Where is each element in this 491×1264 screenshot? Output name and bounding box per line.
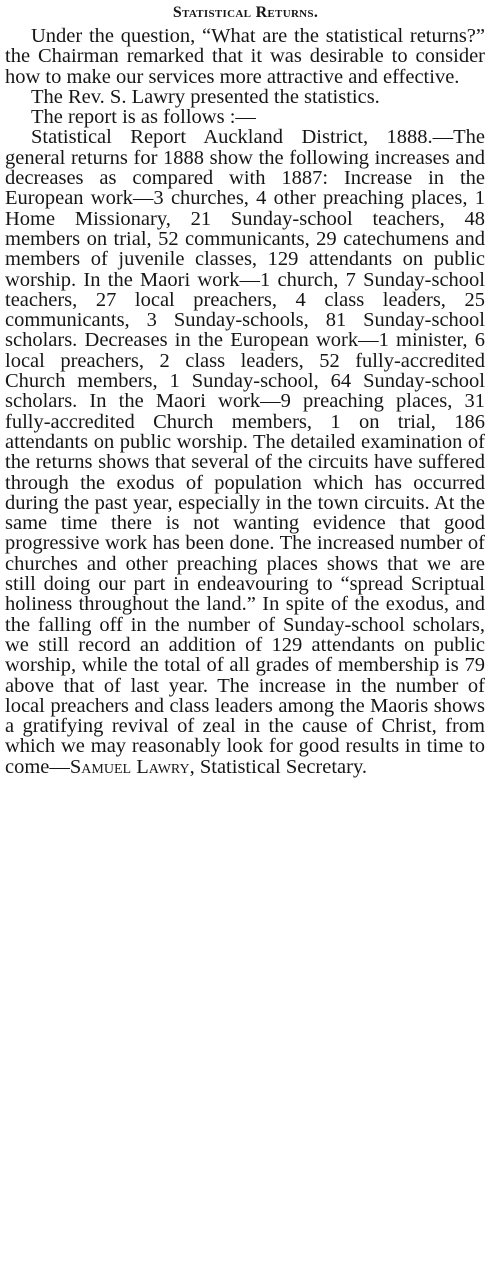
paragraph-report-intro: The report is as follows :— — [31, 106, 256, 129]
article-body — [0, 26, 491, 777]
article-heading: Statistical Returns. — [172, 4, 319, 21]
signature-title: , Statistical Secretary. — [189, 755, 368, 778]
report-text: Statistical Report Auckland District, 1888.—The general returns for 1888 show the following increases and decreases as compared with 1887: Increase in the European work—3 churches, 4 other preaching places, 1 Home Missionary, 21 Sunday-school teachers, 48 members on trial, 52 communicants, 29 catechumens and members of juvenile classes, 129 attendants on public worship. In the Maori work—1 church, 7 Sunday-school teachers, 27 local preachers, 4 class leaders, 25 communicants, 3 Sunday-schools, 81 Sunday-school scholars. Decreases in the European work—1 minister, 6 local preachers, 2 class leaders, 52 fully-accredited Church members, 1 Sunday-school, 64 Sunday-school scholars. In the Maori work—9 preaching places, 31 fully-accredited Church members, 1 on trial, 186 attendants on public worship. The detailed examination of the returns shows that several of the circuits have suffered through the exodus of population which has occurred during the past year, especially in the town circuits. At the same time there is not wanting evidence that good progressive work has been done. The increased number of churches and other preaching places shows that we are still doing our part in endeavouring to “spread Scriptual holiness throughout the land.” In spite of the exodus, and the falling off in the number of Sunday-school scholars, we still record an addition of 129 attendants on public worship, while the total of all grades of membership is 79 above that of last year. The increase in the number of local preachers and class leaders among the Maoris shows a gratifying revival of zeal in the cause of Christ, from which we may reasonably look for good results in time to come— — [5, 126, 485, 778]
paragraph-statistical-question: Under the question, “What are the statistical returns?” the Chairman remarked that it was desirable to consider how to make our services more attractive and effective. — [5, 25, 485, 88]
signature-name: Samuel Lawry — [69, 755, 190, 778]
paragraph-report — [5, 127, 485, 777]
paragraph-presentation: The Rev. S. Lawry presented the statistics. — [31, 85, 380, 108]
